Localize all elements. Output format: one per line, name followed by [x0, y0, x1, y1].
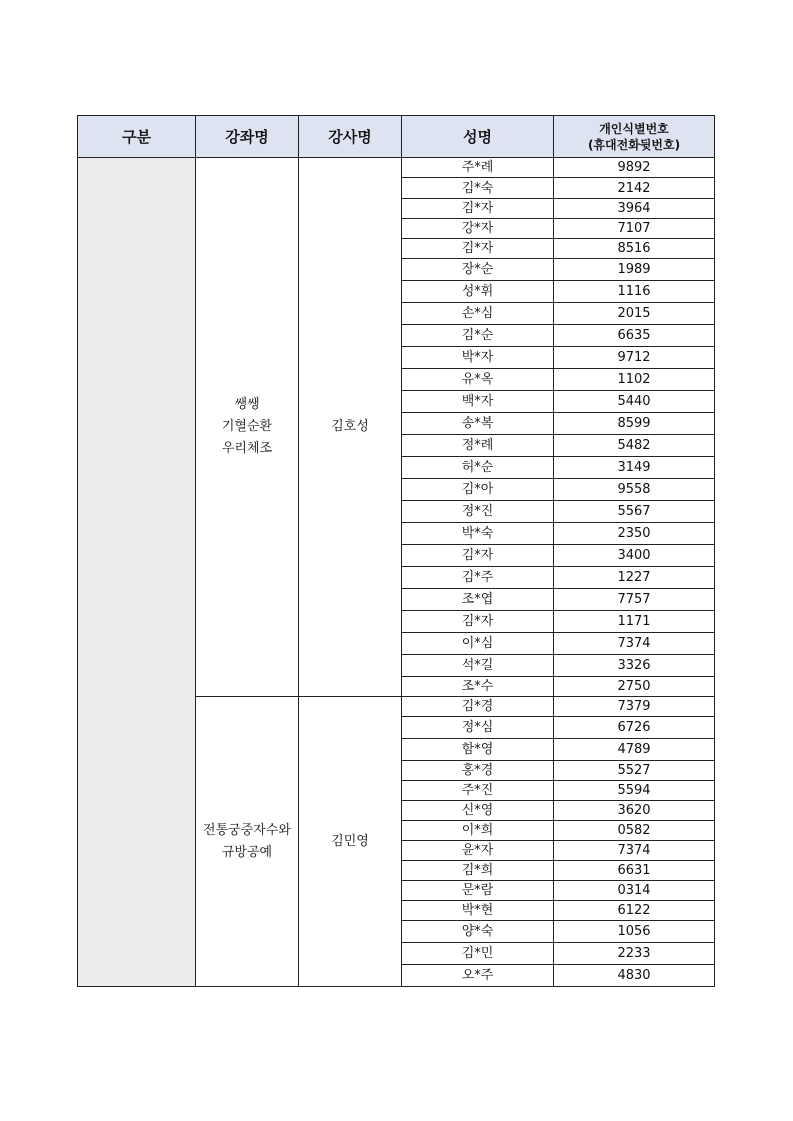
participant-name: 김*자 [402, 239, 554, 259]
participant-name: 주*례 [402, 158, 554, 178]
participant-name: 김*숙 [402, 178, 554, 199]
participant-id-number: 7374 [554, 633, 715, 655]
participant-id-number: 4830 [554, 965, 715, 987]
participant-id-number: 7107 [554, 219, 715, 239]
roster-table [77, 115, 715, 987]
participant-name: 김*민 [402, 943, 554, 965]
participant-id-number: 5527 [554, 761, 715, 781]
participant-id-number: 7757 [554, 589, 715, 611]
course-name-line: 전통궁중자수와 [203, 822, 291, 838]
header-id-line2: (휴대전화뒷번호) [587, 137, 681, 152]
instructor-cell: 김민영 [299, 697, 402, 987]
course-name-line: 쌩쌩 [234, 397, 260, 412]
participant-name: 강*자 [402, 219, 554, 239]
participant-name: 조*엽 [402, 589, 554, 611]
category-cell [78, 158, 196, 987]
participant-id-number: 3620 [554, 801, 715, 821]
participant-id-number: 9892 [554, 158, 715, 178]
participant-id-number: 1171 [554, 611, 715, 633]
header-row [78, 116, 715, 158]
participant-id-number: 2233 [554, 943, 715, 965]
participant-name: 문*람 [402, 881, 554, 901]
course-cell [196, 697, 299, 987]
participant-id-number: 0582 [554, 821, 715, 841]
participant-id-number: 2142 [554, 178, 715, 199]
participant-name: 김*순 [402, 325, 554, 347]
participant-name: 유*옥 [402, 369, 554, 391]
participant-id-number: 3149 [554, 457, 715, 479]
course-name-line: 우리체조 [221, 441, 273, 456]
header-course: 강좌명 [196, 116, 299, 158]
participant-name: 석*길 [402, 655, 554, 677]
participant-id-number: 8599 [554, 413, 715, 435]
participant-name: 정*례 [402, 435, 554, 457]
header-instructor: 강사명 [299, 116, 402, 158]
participant-name: 홍*경 [402, 761, 554, 781]
participant-id-number: 1102 [554, 369, 715, 391]
participant-id-number: 8516 [554, 239, 715, 259]
participant-id-number: 6635 [554, 325, 715, 347]
participant-id-number: 2350 [554, 523, 715, 545]
participant-name: 함*영 [402, 739, 554, 761]
participant-name: 성*휘 [402, 281, 554, 303]
participant-name: 정*심 [402, 717, 554, 739]
course-name-line: 기혈순환 [221, 419, 273, 434]
roster-body [78, 158, 715, 987]
header-name: 성명 [402, 116, 554, 158]
participant-name: 윤*자 [402, 841, 554, 861]
participant-name: 김*주 [402, 567, 554, 589]
participant-id-number: 0314 [554, 881, 715, 901]
participant-id-number: 1056 [554, 921, 715, 943]
participant-id-number: 7374 [554, 841, 715, 861]
participant-id-number: 9558 [554, 479, 715, 501]
participant-id-number: 5440 [554, 391, 715, 413]
participant-name: 김*자 [402, 545, 554, 567]
participant-id-number: 5567 [554, 501, 715, 523]
participant-name: 송*복 [402, 413, 554, 435]
participant-id-number: 2015 [554, 303, 715, 325]
participant-id-number: 1227 [554, 567, 715, 589]
participant-name: 허*순 [402, 457, 554, 479]
participant-id-number: 3964 [554, 199, 715, 219]
participant-name: 이*심 [402, 633, 554, 655]
participant-name: 김*경 [402, 697, 554, 717]
participant-id-number: 3326 [554, 655, 715, 677]
participant-id-number: 6122 [554, 901, 715, 921]
participant-id-number: 2750 [554, 677, 715, 697]
participant-name: 조*수 [402, 677, 554, 697]
course-name-line: 규방공예 [221, 844, 273, 860]
participant-name: 신*영 [402, 801, 554, 821]
participant-name: 김*아 [402, 479, 554, 501]
participant-name: 오*주 [402, 965, 554, 987]
participant-name: 이*희 [402, 821, 554, 841]
participant-name: 손*심 [402, 303, 554, 325]
participant-name: 박*숙 [402, 523, 554, 545]
participant-name: 양*숙 [402, 921, 554, 943]
participant-id-number: 3400 [554, 545, 715, 567]
header-id-line1: 개인식별번호 [599, 121, 669, 136]
participant-name: 백*자 [402, 391, 554, 413]
header-id-number [554, 116, 715, 158]
participant-id-number: 9712 [554, 347, 715, 369]
participant-id-number: 4789 [554, 739, 715, 761]
participant-name: 김*자 [402, 199, 554, 219]
participant-name: 박*현 [402, 901, 554, 921]
participant-id-number: 1116 [554, 281, 715, 303]
participant-name: 정*진 [402, 501, 554, 523]
participant-name: 김*희 [402, 861, 554, 881]
table-row [78, 158, 715, 178]
course-cell [196, 158, 299, 697]
participant-id-number: 6726 [554, 717, 715, 739]
participant-id-number: 5482 [554, 435, 715, 457]
participant-id-number: 7379 [554, 697, 715, 717]
participant-id-number: 6631 [554, 861, 715, 881]
participant-id-number: 1989 [554, 259, 715, 281]
participant-name: 장*순 [402, 259, 554, 281]
participant-name: 박*자 [402, 347, 554, 369]
instructor-cell: 김호성 [299, 158, 402, 697]
participant-name: 김*자 [402, 611, 554, 633]
participant-id-number: 5594 [554, 781, 715, 801]
participant-name: 주*진 [402, 781, 554, 801]
header-category: 구분 [78, 116, 196, 158]
